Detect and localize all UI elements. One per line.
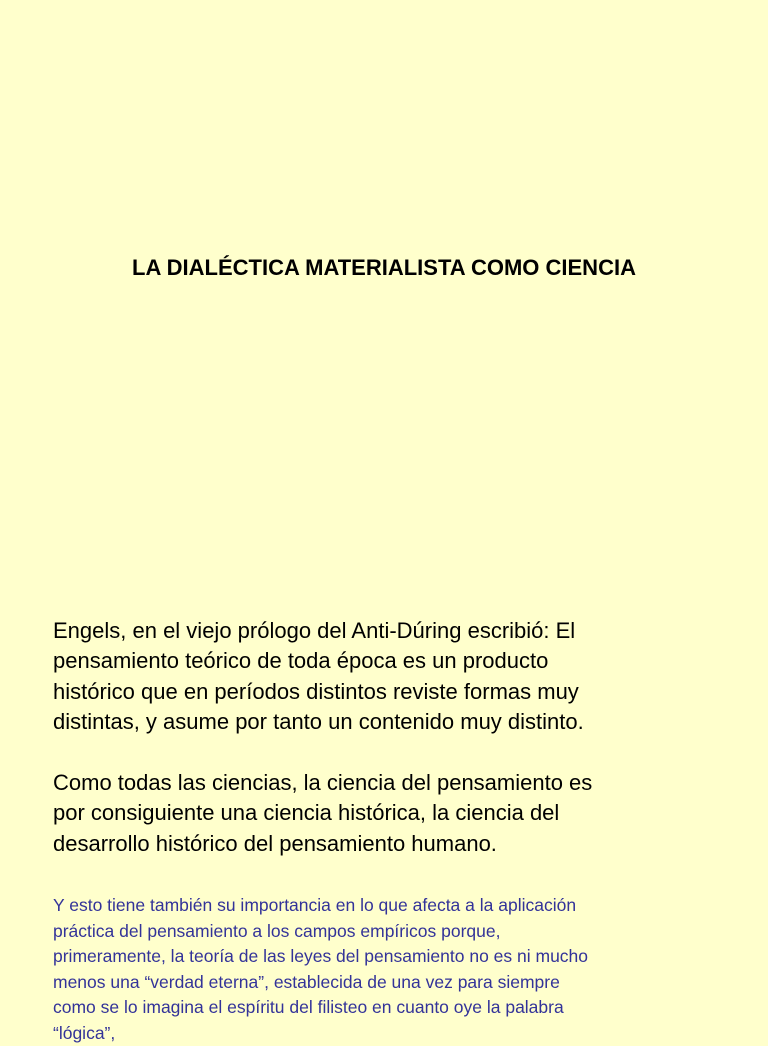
- paragraph-science-of-thought: [53, 768, 733, 859]
- paragraph-line: por consiguiente una ciencia histórica, la ciencia del: [53, 798, 733, 828]
- paragraph-line: menos una “verdad eterna”, establecida de una vez para siempre: [53, 970, 753, 996]
- paragraph-line: práctica del pensamiento a los campos empíricos porque,: [53, 919, 753, 945]
- paragraph-line: Y esto tiene también su importancia en lo que afecta a la aplicación: [53, 893, 753, 919]
- paragraph-practical-application: [53, 893, 753, 1046]
- paragraph-line: “lógica”,: [53, 1021, 753, 1046]
- paragraph-line: pensamiento teórico de toda época es un producto: [53, 646, 733, 676]
- paragraph-line: distintas, y asume por tanto un contenido muy distinto.: [53, 707, 733, 737]
- paragraph-line: desarrollo histórico del pensamiento humano.: [53, 829, 733, 859]
- paragraph-engels-quote: [53, 616, 733, 737]
- paragraph-line: histórico que en períodos distintos reviste formas muy: [53, 677, 733, 707]
- paragraph-line: Engels, en el viejo prólogo del Anti-Dúring escribió: El: [53, 616, 733, 646]
- paragraph-line: primeramente, la teoría de las leyes del pensamiento no es ni mucho: [53, 944, 753, 970]
- document-title: LA DIALÉCTICA MATERIALISTA COMO CIENCIA: [0, 254, 768, 282]
- paragraph-line: Como todas las ciencias, la ciencia del pensamiento es: [53, 768, 733, 798]
- paragraph-line: como se lo imagina el espíritu del filisteo en cuanto oye la palabra: [53, 995, 753, 1021]
